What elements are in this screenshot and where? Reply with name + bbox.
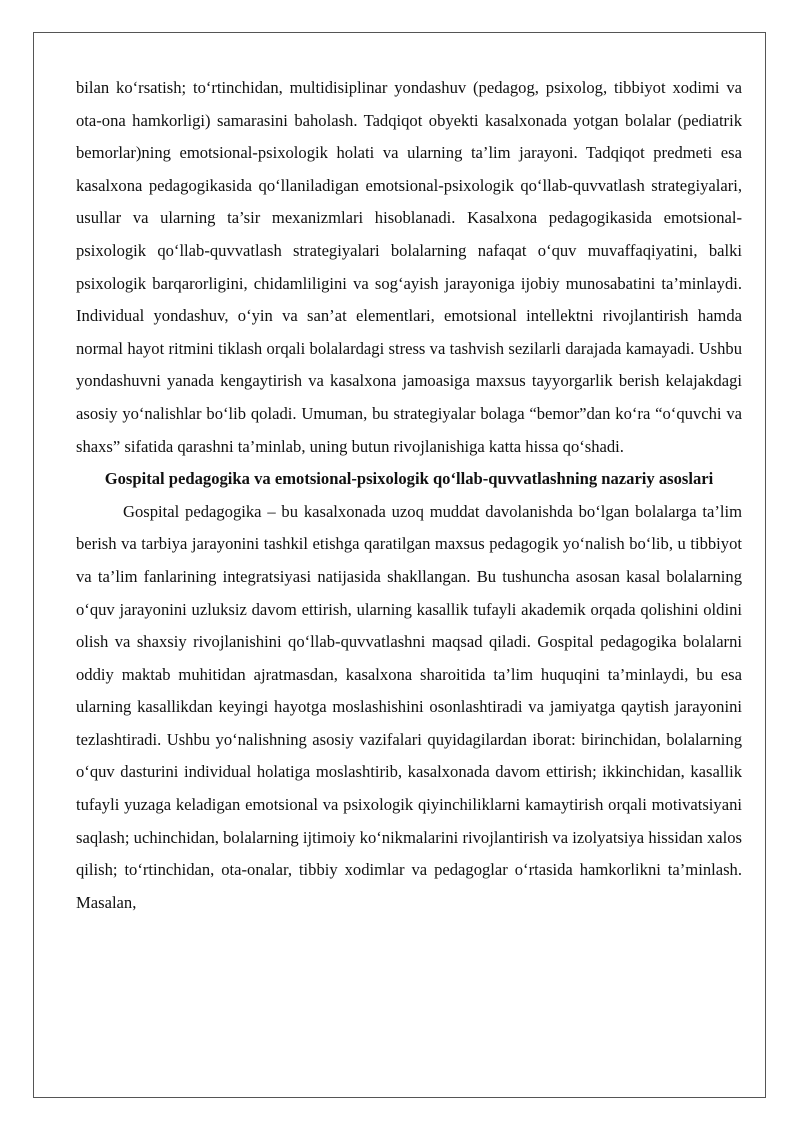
document-body <box>76 72 742 919</box>
body-paragraph: Gospital pedagogika – bu kasalxonada uzoq muddat davolanishda bo‘lgan bolalarga ta’lim berish va tarbiya jarayonini tashkil etishga qaratilgan maxsus pedagogik yo‘nalish bo‘lib, u tibbiyot va ta’lim fanlarining integratsiyasi natijasida shakllangan. Bu tushuncha asosan kasal bolalarning o‘quv jarayonini uzluksiz davom ettirish, ularning kasallik tufayli akademik orqada qolishini oldini olish va shaxsiy rivojlanishini qo‘llab-quvvatlashni maqsad qiladi. Gospital pedagogika bolalarni oddiy maktab muhitidan ajratmasdan, kasalxona sharoitida ta’lim huquqini ta’minlaydi, bu esa ularning kasallikdan keyingi hayotga moslashishini osonlashtiradi va jamiyatga qaytish jarayonini tezlashtiradi. Ushbu yo‘nalishning asosiy vazifalari quyidagilardan iborat: birinchidan, bolalarning o‘quv dasturini individual holatiga moslashtirib, kasalxonada davom ettirish; ikkinchidan, kasallik tufayli yuzaga keladigan emotsional va psixologik qiyinchiliklarni kamaytirish orqali motivatsiyani saqlash; uchinchidan, bolalarning ijtimoiy ko‘nikmalarini rivojlantirish va izolyatsiya hissidan xalos qilish; to‘rtinchidan, ota-onalar, tibbiy xodimlar va pedagoglar o‘rtasida hamkorlikni ta’minlash. Masalan, <box>76 501 742 912</box>
section-heading: Gospital pedagogika va emotsional-psixologik qo‘llab-quvvatlashning nazariy asoslari <box>104 469 714 489</box>
body-paragraph: bilan ko‘rsatish; to‘rtinchidan, multidisiplinar yondashuv (pedagog, psixolog, tibbiyot xodimi va ota-ona hamkorligi) samarasini baholash. Tadqiqot obyekti kasalxonada yotgan bolalar (pediatrik bemorlar)ning emotsional-psixologik holati va ularning ta’lim jarayoni. Tadqiqot predmeti esa kasalxona pedagogikasida qo‘llaniladigan emotsional-psixologik qo‘llab-quvvatlash strategiyalari, usullar va ularning ta’sir mexanizmlari hisoblanadi. Kasalxona pedagogikasida emotsional-psixologik qo‘llab-quvvatlash strategiyalari bolalarning nafaqat o‘quv muvaffaqiyatini, balki psixologik barqarorligini, chidamliligini va sog‘ayish jarayoniga ijobiy munosabatini ta’minlaydi. Individual yondashuv, o‘yin va san’at elementlari, emotsional intellektni rivojlantirish hamda normal hayot ritmini tiklash orqali bolalardagi stress va tashvish sezilarli darajada kamayadi. Ushbu yondashuvni yanada kengaytirish va kasalxona jamoasiga maxsus tayyorgarlik berish kelajakdagi asosiy yo‘nalishlar bo‘lib qoladi. Umuman, bu strategiyalar bolaga “bemor”dan ko‘ra “o‘quvchi va shaxs” sifatida qarashni ta’minlab, uning butun rivojlanishiga katta hissa qo‘shadi. <box>76 78 742 456</box>
